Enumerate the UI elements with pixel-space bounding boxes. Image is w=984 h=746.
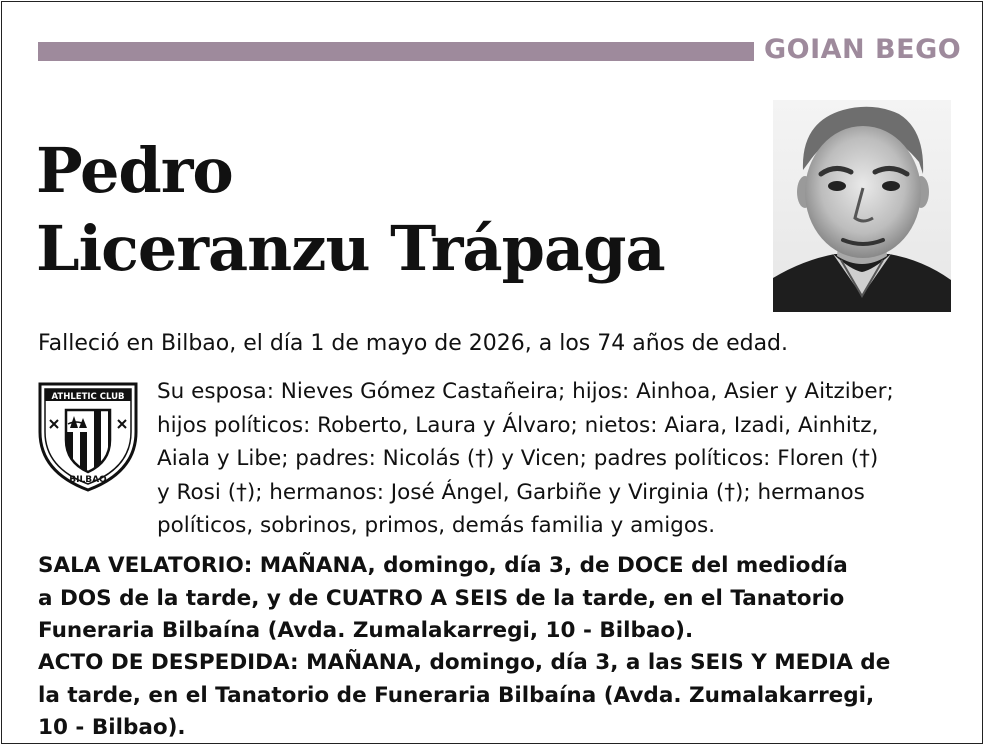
wake-details	[38, 550, 938, 648]
farewell-line: la tarde, en el Tanatorio de Funeraria Bilbaína (Avda. Zumalakarregi,	[38, 682, 875, 708]
name-first-line: Pedro	[36, 134, 233, 207]
family-line: y Rosi (†); hermanos: José Ángel, Garbiñe y Virginia (†); hermanos	[157, 479, 865, 505]
crest-city-text: BILBAO	[69, 475, 107, 485]
family-list	[157, 375, 957, 543]
header-bar	[38, 42, 754, 61]
family-line: Su esposa: Nieves Gómez Castañeira; hijos: Ainhoa, Asier y Aitziber;	[157, 379, 894, 404]
family-line: Aiala y Libe; padres: Nicolás (†) y Vicen; padres políticos: Floren (†)	[157, 446, 879, 471]
farewell-details	[38, 647, 938, 745]
crest-club-text: ATHLETIC CLUB	[51, 392, 125, 402]
section-label: GOIAN BEGO	[764, 34, 962, 65]
farewell-line: 10 - Bilbao).	[38, 715, 186, 740]
obituary-notice	[1, 1, 983, 744]
death-announcement: Falleció en Bilbao, el día 1 de mayo de 2026, a los 74 años de edad.	[38, 331, 789, 356]
portrait-image	[773, 100, 951, 312]
wake-line: SALA VELATORIO: MAÑANA, domingo, día 3, de DOCE del mediodía	[38, 553, 848, 578]
family-line: hijos políticos: Roberto, Laura y Álvaro; nietos: Aiara, Izadi, Ainhitz,	[157, 412, 879, 438]
portrait-photo	[773, 100, 951, 312]
athletic-club-crest-icon	[36, 380, 140, 492]
family-line: políticos, sobrinos, primos, demás familia y amigos.	[157, 513, 716, 538]
name-second-line: Liceranzu Trápaga	[36, 212, 665, 285]
deceased-name	[36, 132, 665, 288]
wake-line: a DOS de la tarde, y de CUATRO A SEIS de la tarde, en el Tanatorio	[38, 585, 845, 611]
wake-line: Funeraria Bilbaína (Avda. Zumalakarregi, 10 - Bilbao).	[38, 618, 694, 643]
farewell-line: ACTO DE DESPEDIDA: MAÑANA, domingo, día 3, a las SEIS Y MEDIA de	[38, 650, 891, 675]
